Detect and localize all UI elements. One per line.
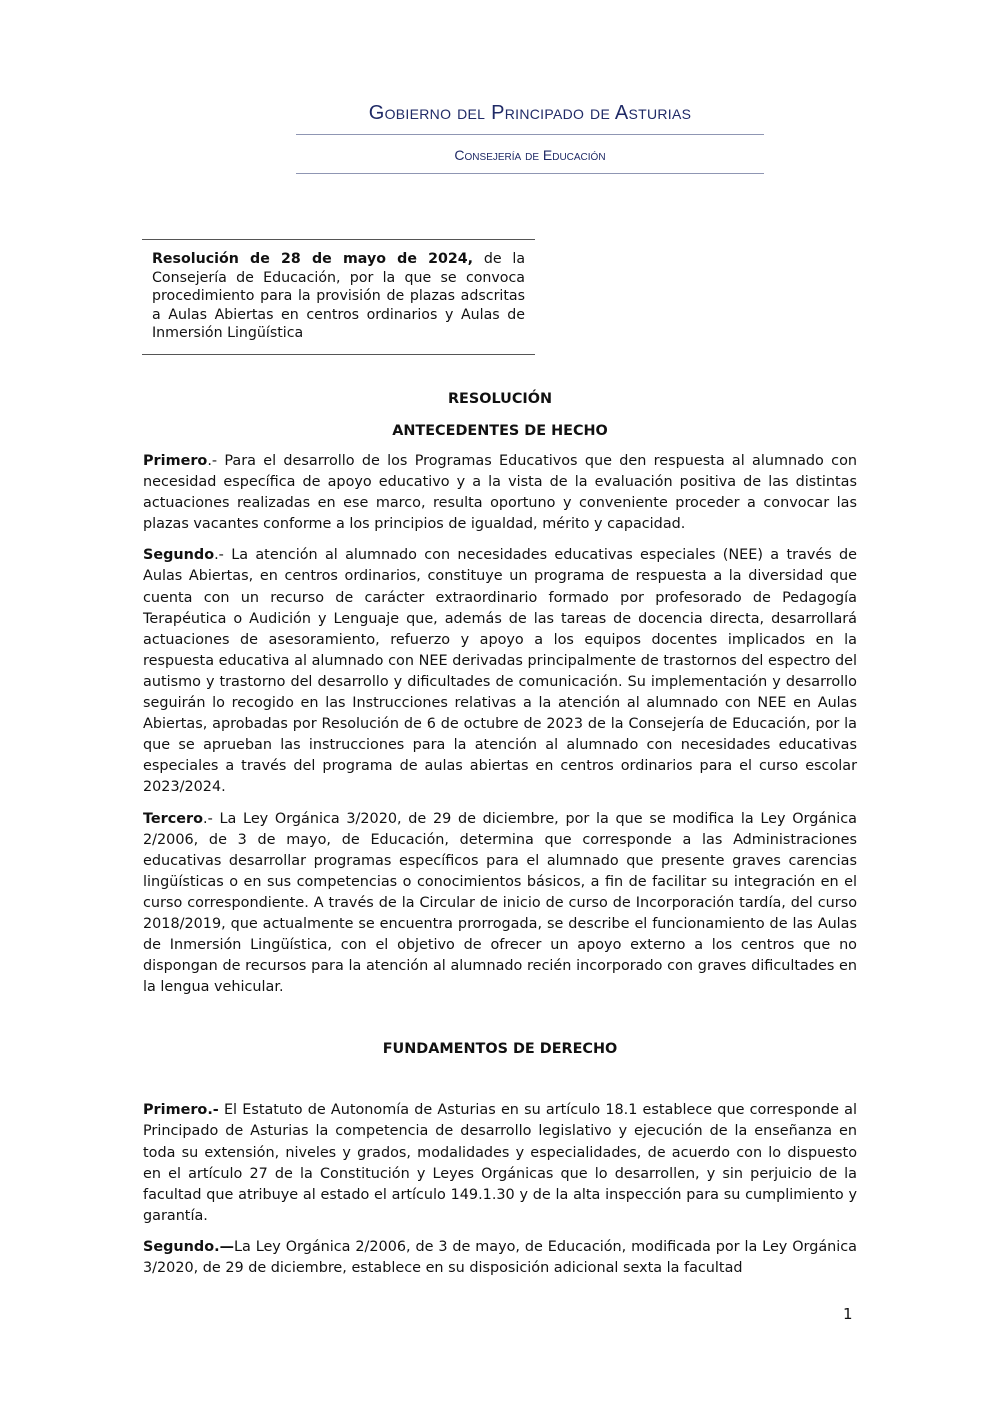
paragraph-text: La Ley Orgánica 2/2006, de 3 de mayo, de Educación, modificada por la Ley Orgánica 3/2020, de 29 de diciembre, establece en su disposición adicional sexta la facultad: [143, 1238, 857, 1276]
antecedente-paragraph: [143, 451, 857, 535]
paragraph-text: .- La atención al alumnado con necesidades educativas especiales (NEE) a través de Aulas Abiertas, en centros ordinarios, constituye un programa de respuesta a la diversidad que cuenta con un recurso de carácter extraordinario formado por profesorado de Pedagogía Terapéutica o Audición y Lenguaje que, además de las tareas de docencia directa, desarrollará actuaciones de asesoramiento, refuerzo y apoyo a los equipos docentes implicados en la respuesta educativa al alumnado con NEE derivadas principalmente de trastornos del espectro del autismo y trastorno del desarrollo y dificultades de comunicación. Su implementación y desarrollo seguirán lo recogido en las Instrucciones relativas a la atención al alumnado con NEE en Aulas Abiertas, aprobadas por Resolución de 6 de octubre de 2023 de la Consejería de Educación, por la que se aprueban las instrucciones para la atención al alumnado con necesidades educativas especiales a través del programa de aulas abiertas en centros ordinarios para el curso escolar 2023/2024.: [143, 547, 857, 796]
paragraph-label: Primero.-: [143, 1102, 219, 1119]
paragraph-label: Tercero: [143, 810, 204, 827]
consejeria-title: Consejería de Educación: [454, 147, 606, 163]
document-letterhead: [296, 100, 764, 174]
heading-resolucion: RESOLUCIÓN: [447, 391, 553, 407]
summary-text: de la Consejería de Educación, por la que se convoca procedimiento para la provisión de plazas adscritas a Aulas Abiertas en centros ordinarios y Aulas de Inmersión Lingüística: [152, 251, 526, 342]
summary-bold: Resolución de 28 de mayo de 2024,: [152, 251, 474, 267]
paragraph-text: .- Para el desarrollo de los Programas Educativos que den respuesta al alumnado con necesidad específica de apoyo educativo y a la vista de la evaluación positiva de las distintas actuaciones realizadas en ese marco, resulta oportuno y conveniente proceder a convocar las plazas vacantes conforme a los principios de igualdad, mérito y capacidad.: [143, 453, 857, 533]
antecedente-paragraph: [143, 545, 857, 798]
heading-fundamentos: FUNDAMENTOS DE DERECHO: [382, 1041, 618, 1058]
fundamento-paragraph: [143, 1100, 857, 1227]
resolution-summary-box: [142, 239, 535, 355]
fundamento-paragraph: [143, 1237, 857, 1279]
paragraph-label: Primero: [143, 453, 208, 469]
paragraph-label: Segundo: [143, 547, 215, 564]
paragraph-text: El Estatuto de Autonomía de Asturias en su artículo 18.1 establece que corresponde al Principado de Asturias la competencia de desarrollo legislativo y ejecución de la enseñanza en toda su extensión, niveles y grados, modalidades y especialidades, de acuerdo con lo dispuesto en el artículo 27 de la Constitución y Leyes Orgánicas que lo desarrollen, y sin perjuicio de la facultad que atribuye al estado el artículo 149.1.30 y de la alta inspección para su cumplimiento y garantía.: [143, 1102, 857, 1224]
government-title: Gobierno del Principado de Asturias: [368, 102, 692, 124]
page-number: 1: [843, 1305, 853, 1323]
antecedente-paragraph: [143, 809, 857, 999]
document-body: [143, 388, 857, 1279]
paragraph-text: .- La Ley Orgánica 3/2020, de 29 de diciembre, por la que se modifica la Ley Orgánica 2/2006, de 3 de mayo, de Educación, determina que corresponde a las Administraciones educativas desarrollar programas específicos para el alumnado que presente graves carencias lingüísticas o en sus competencias o conocimientos básicos, a fin de facilitar su integración en el curso correspondiente. A través de la Circular de inicio de curso de Incorporación tardía, del curso 2018/2019, que actualmente se encuentra prorrogada, se describe el funcionamiento de las Aulas de Inmersión Lingüística, con el objetivo de ofrecer un apoyo externo a los centros que no dispongan de recursos para la atención al alumnado recién incorporado con graves dificultades en la lengua vehicular.: [143, 810, 857, 996]
paragraph-label: Segundo.—: [143, 1238, 234, 1255]
heading-antecedentes: ANTECEDENTES DE HECHO: [392, 423, 608, 439]
letterhead-rule-bottom: [296, 173, 764, 174]
